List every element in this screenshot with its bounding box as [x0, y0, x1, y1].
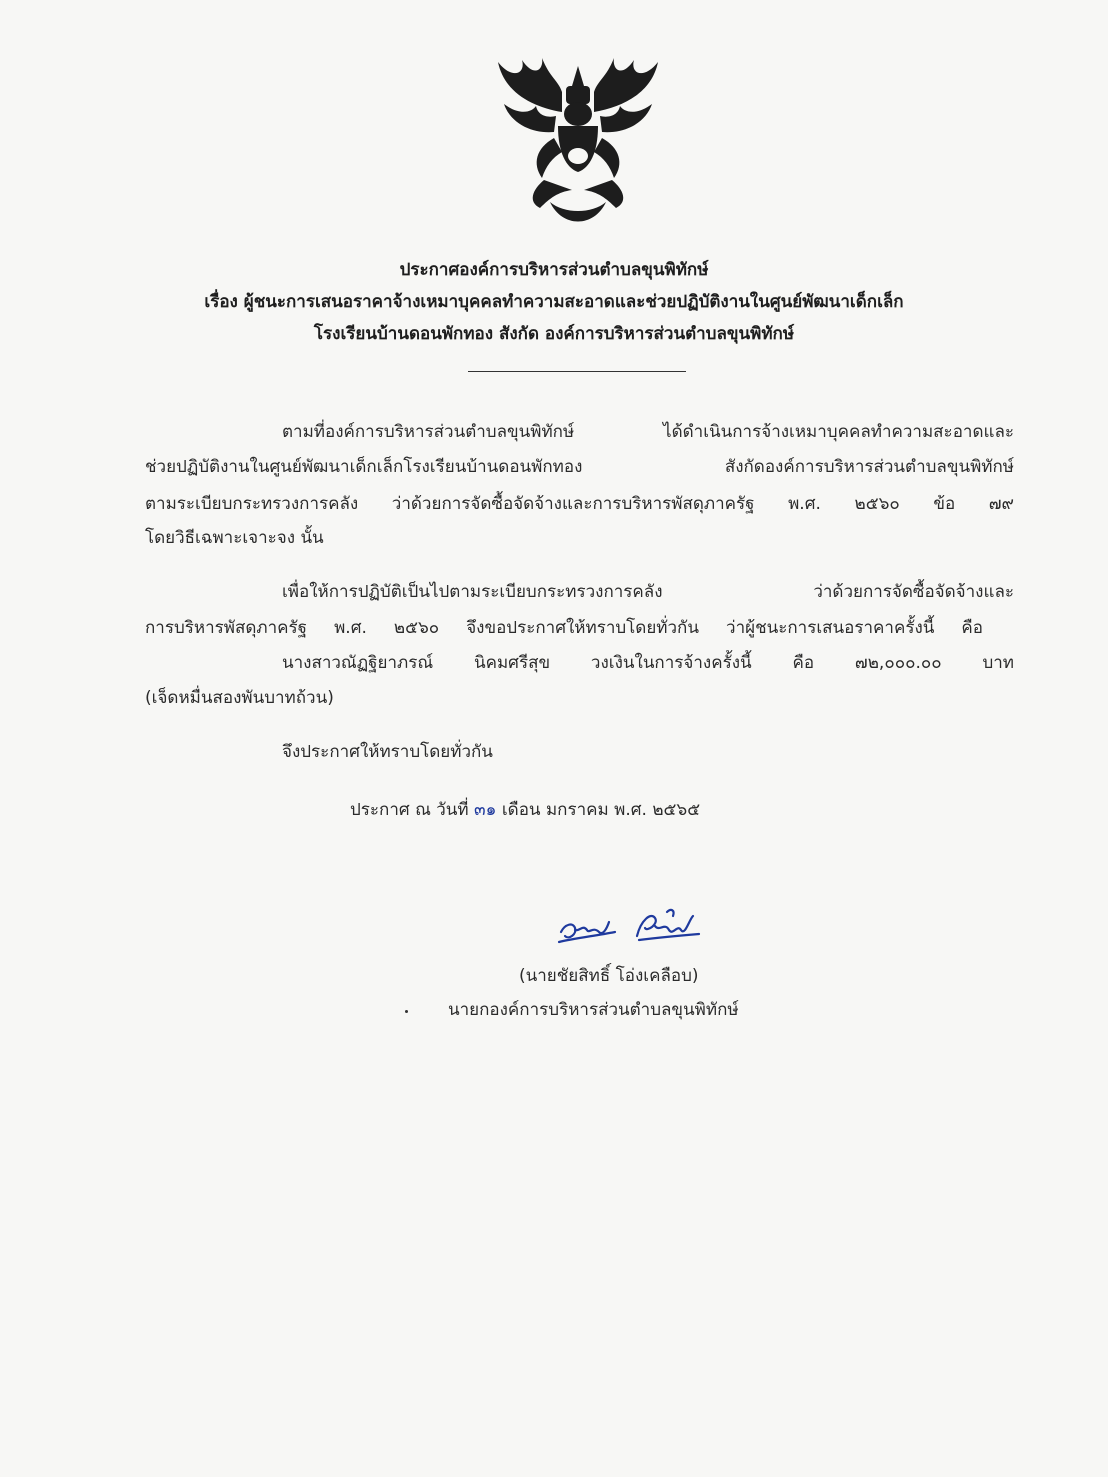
stray-dot: [405, 1010, 408, 1013]
para2-line1: เพื่อให้การปฏิบัติเป็นไปตามระเบียบกระทรวงการคลัง ว่าด้วยการจัดซื้อจัดจ้างและ: [282, 582, 1014, 602]
date-month-year: เดือน มกราคม พ.ศ. ๒๕๖๕: [501, 800, 701, 820]
para1-line2: ช่วยปฏิบัติงานในศูนย์พัฒนาเด็กเล็กโรงเรียนบ้านดอนพักทอง สังกัดองค์การบริหารส่วนตำบลขุนพิทักษ์: [145, 457, 1014, 477]
date-prefix: ประกาศ ณ วันที่: [350, 800, 469, 820]
amount-in-words: (เจ็ดหมื่นสองพันบาทถ้วน): [145, 688, 334, 708]
signature-scribble-icon: [555, 902, 705, 948]
signer-position: นายกองค์การบริหารส่วนตำบลขุนพิทักษ์: [448, 1000, 739, 1020]
announce-statement: จึงประกาศให้ทราบโดยทั่วกัน: [282, 742, 493, 762]
para1-line4: โดยวิธีเฉพาะเจาะจง นั้น: [145, 528, 324, 548]
announcement-subject-cont: โรงเรียนบ้านดอนพักทอง สังกัด องค์การบริหารส่วนตำบลขุนพิทักษ์: [313, 324, 795, 344]
signer-name: (นายชัยสิทธิ์ โอ่งเคลือบ): [519, 966, 699, 986]
para2-line2: การบริหารพัสดุภาครัฐ พ.ศ. ๒๕๖๐ จึงขอประกาศให้ทราบโดยทั่วกัน ว่าผู้ชนะการเสนอราคาครั้งนี้ คือ: [145, 618, 983, 638]
announcement-title: ประกาศองค์การบริหารส่วนตำบลขุนพิทักษ์: [399, 260, 709, 280]
announcement-date: [350, 796, 700, 823]
announcement-subject: เรื่อง ผู้ชนะการเสนอราคาจ้างเหมาบุคคลทำความสะอาดและช่วยปฏิบัติงานในศูนย์พัฒนาเด็กเล็ก: [204, 292, 904, 312]
garuda-emblem-icon: [492, 52, 664, 230]
title-divider: [468, 371, 686, 372]
winner-and-amount: นางสาวณัฏฐิยาภรณ์ นิคมศรีสุข วงเงินในการจ้างครั้งนี้ คือ ๗๒,๐๐๐.๐๐ บาท: [282, 653, 1014, 673]
date-day: ๓๑: [474, 800, 497, 820]
para1-line3: ตามระเบียบกระทรวงการคลัง ว่าด้วยการจัดซื้อจัดจ้างและการบริหารพัสดุภาครัฐ พ.ศ. ๒๕๖๐ ข้อ ๗๙: [145, 494, 1014, 514]
para1-line1: ตามที่องค์การบริหารส่วนตำบลขุนพิทักษ์ ได้ดำเนินการจ้างเหมาบุคคลทำความสะอาดและ: [282, 422, 1014, 442]
